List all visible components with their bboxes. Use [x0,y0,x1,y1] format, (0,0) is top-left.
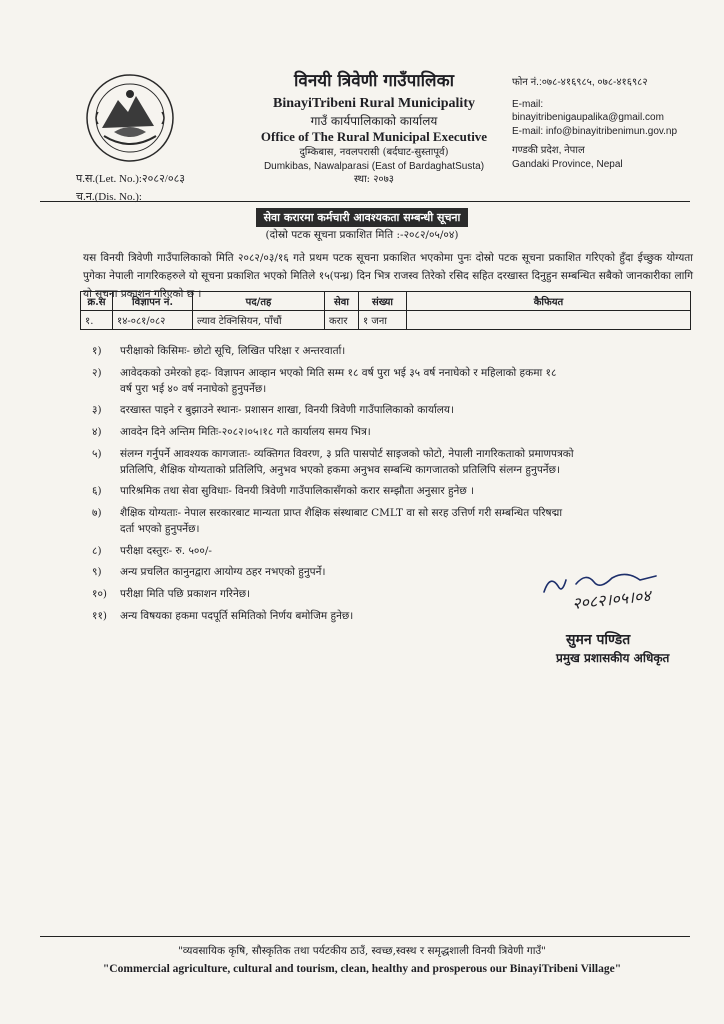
email-gmail: binayitribenigaupalika@gmail.com [512,112,664,123]
header-post: पद/तह [193,292,325,311]
list-item: ११) अन्य विषयका हकमा पदपूर्ति समितिको निर्णय बमोजिम हुनेछ। [92,609,354,622]
header-remarks: कैफियत [407,292,691,311]
notice-subtitle: (दोस्रो पटक सूचना प्रकाशित मिति :-२०८२/०५/०४) [265,229,459,241]
footer-divider [40,936,690,937]
cell-count: १ जना [359,311,407,330]
list-item: ७) शैक्षिक योग्यताः- नेपाल सरकारबाट मान्यता प्राप्त शैक्षिक संस्थाबाट CMLT वा सो सरह उत्तिर्ण गरी सम्बन्धित परिषद्मा दर्ता भएको हुनुपर्नेछ। [92,507,563,535]
vacancy-table [80,291,691,330]
list-item: ९) अन्य प्रचलित कानुनद्वारा आयोग्य ठहर नभएको हुनुपर्ने। [92,566,326,579]
header-advert-no: विज्ञापन नं. [113,292,193,311]
signatory-name: सुमन पण्डित [566,632,631,648]
cell-serial: १. [81,311,113,330]
cell-remarks [407,311,691,330]
table-row [81,311,691,330]
letter-number: प.स.(Let. No.):२०८२/०८३ [76,173,186,185]
org-name-en: BinayiTribeni Rural Municipality [273,95,475,111]
signatory-title: प्रमुख प्रशासकीय अधिकृत [556,651,670,665]
cell-advert-no: १४-०८१/०८२ [113,311,193,330]
email-official: E-mail: info@binayitribenimun.gov.np [512,125,678,137]
notice-intro: यस विनयी त्रिवेणी गाउँपालिकाको मिति २०८२/०३/१६ गते प्रथम पटक सूचना प्रकाशित भएकोमा पुनः दोस्रो पटक सूचना प्रकाशित गरिएको हुँदा ईच्छुक योग्यता पुगेका नेपाली नागरिकहरुले यो सूचना प्रकाशित भएको मितिले १५(पन्ध्र) दिन भित्र राजस्व तिरेको रसिद सहित दरखास्त दिनुहुन सम्बन्धित सबैको जानकारीका लागि यो सूचना प्रकाशन गरिएको छ । [83,252,693,300]
header-serial: क्र.स [81,292,113,311]
nepal-emblem-icon [84,72,176,164]
list-item: ८) परीक्षा दस्तुरः- रु. ५००/- [92,544,212,557]
header-service: सेवा [325,292,359,311]
cell-service: करार [325,311,359,330]
cell-post: ल्याव टेक्निसियन, पाँचौं [193,311,325,330]
established-year: स्था: २०७३ [353,174,395,186]
footer-slogan-en: "Commercial agriculture, cultural and tourism, clean, healthy and prosperous our BinayiTribeni Village" [102,963,622,975]
list-item: ६) पारिश्रमिक तथा सेवा सुविधाः- विनयी त्रिवेणी गाउँपालिकासँगको करार सम्झौता अनुसार हुनेछ । [92,485,475,498]
notice-title [0,206,724,227]
table-header-row [81,292,691,311]
list-item: २) आवेदकको उमेरको हदः- विज्ञापन आव्हान भएको मिति सम्म १८ वर्ष पुरा भई ३५ वर्ष ननाघेको र महिलाको हकमा १८ वर्ष पुरा भई ४० वर्ष ननाघेको हुनुपर्नेछ। [92,366,557,395]
phone-numbers: फोन नं.:०७८-४१६९८५, ०७८-४१६९८२ [512,77,648,88]
header-divider [40,201,690,202]
signature-date: २०८२।०५।०४ [571,585,652,614]
office-name-np: गाउँ कार्यपालिकाको कार्यालय [310,113,438,128]
address-en: Dumkibas, Nawalparasi (East of BardaghatSusta) [263,160,485,172]
address-np: दुम्किबास, नवलपरासी (बर्दघाट-सुस्तापूर्व) [299,147,449,159]
notice-title-text: सेवा करारमा कर्मचारी आवश्यकता सम्बन्धी सूचना [256,208,469,227]
footer-slogan-np: "व्यवसायिक कृषि, सौस्कृतिक तथा पर्यटकीय ठाउँ, स्वच्छ,स्वस्थ र समृद्धशाली विनयी त्रिवेणी गाउँ" [177,945,547,957]
province-np: गण्डकी प्रदेश, नेपाल [512,145,585,156]
province-en: Gandaki Province, Nepal [512,158,623,170]
list-item: ४) आवदेन दिने अन्तिम मितिः-२०८२।०५।१८ गते कार्यालय समय भित्र। [92,426,371,438]
list-item: १०) परीक्षा मिति पछि प्रकाशन गरिनेछ। [92,588,251,600]
letterhead-center [238,72,510,186]
contact-block [512,76,712,171]
list-item: १) परीक्षाको किसिमः- छोटो सूचि, लिखित परिक्षा र अन्तरवार्ता। [92,345,346,357]
org-name-np: विनयी त्रिवेणी गाउँपालिका [293,71,455,91]
header-count: संख्या [359,292,407,311]
office-name-en: Office of The Rural Municipal Executive [260,129,488,145]
list-item: ५) संलग्न गर्नुपर्ने आवश्यक कागजातः- व्यक्तिगत विवरण, ३ प्रति पासपोर्ट साइजको फोटो, नेपाली नागरिकताको प्रमाणपत्रको प्रतिलिपि, शैक्षिक योग्यताको प्रतिलिपि, अनुभव भएको हकमा अनुभव सम्बन्धि कागजातको प्रतिलिपि संलग्न हुनुपर्नेछ। [92,447,574,476]
dispatch-number: च.न.(Dis. No.): [76,191,142,204]
list-item: ३) दरखास्त पाइने र बुझाउने स्थानः- प्रशासन शाखा, विनयी त्रिवेणी गाउँपालिकाको कार्यालय। [92,404,454,417]
email-label: E-mail: [512,98,544,110]
